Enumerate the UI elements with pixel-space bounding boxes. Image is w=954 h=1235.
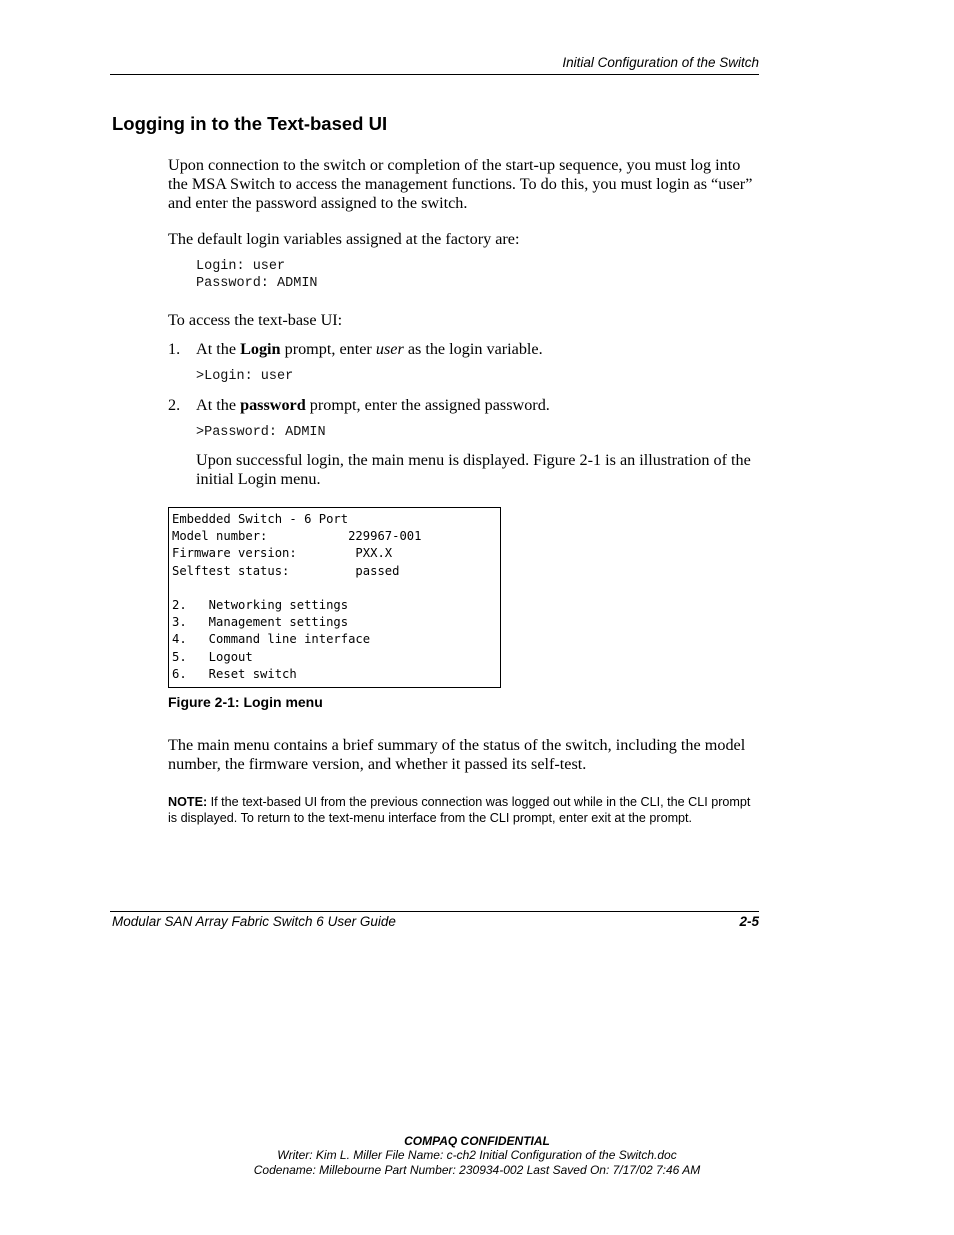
step-2-before: At the (196, 396, 241, 414)
step-number: 1. (168, 340, 181, 358)
page-number: 2-5 (739, 914, 759, 929)
login-menu-figure (168, 507, 501, 688)
note (168, 794, 760, 826)
step-1-middle: prompt, enter (280, 340, 376, 358)
access-intro: To access the text-base UI: (168, 311, 343, 329)
note-label: NOTE: (168, 795, 208, 809)
confidential-label: COMPAQ CONFIDENTIAL (404, 1134, 550, 1148)
step-1-text (196, 340, 762, 359)
section-title: Logging in to the Text-based UI (112, 113, 388, 134)
summary-paragraph: The main menu contains a brief summary of the status of the switch, including the model number, the firmware version, and whether it passed its self-test. (168, 736, 746, 773)
step-number: 2. (168, 396, 181, 414)
intro-paragraph: Upon connection to the switch or completion of the start-up sequence, you must log into the MSA Switch to access the management functions. To do this, you must login as “user” and enter the password assigned to the switch. (168, 156, 753, 212)
step-2-bold: password (240, 396, 306, 414)
step-1-before: At the (196, 340, 241, 358)
note-text: If the text-based UI from the previous connection was logged out while in the CLI, the CLI prompt is displayed. To return to the text-menu interface from the CLI prompt, enter exit at the prompt. (168, 795, 751, 825)
step-2-after: prompt, enter the assigned password. (305, 396, 550, 414)
step-1-code: >Login: user (196, 369, 294, 384)
running-head: Initial Configuration of the Switch (562, 55, 759, 70)
defaults-code: Login: user Password: ADMIN (196, 259, 318, 291)
step-1-bold: Login (240, 340, 281, 358)
footer-rule (110, 911, 759, 912)
step-1-after: as the login variable. (403, 340, 543, 358)
defaults-intro: The default login variables assigned at the factory are: (168, 230, 520, 248)
confidential-codename-line: Codename: Millebourne Part Number: 230934-002 Last Saved On: 7/17/02 7:46 AM (253, 1163, 701, 1177)
after-login-paragraph: Upon successful login, the main menu is displayed. Figure 2-1 is an illustration of the initial Login menu. (196, 451, 751, 488)
step-2-code: >Password: ADMIN (196, 425, 326, 440)
confidential-writer-line: Writer: Kim L. Miller File Name: c-ch2 Initial Configuration of the Switch.doc (277, 1148, 677, 1162)
login-menu-screen-text: Embedded Switch - 6 Port Model number: 229967-001 Firmware version: PXX.X Selftest status: passed 2. Networking settings 3. Management settings 4. Command line interface 5. Logout 6. Reset switch (172, 512, 422, 681)
header-rule (110, 74, 759, 75)
footer-title: Modular SAN Array Fabric Switch 6 User Guide (112, 914, 396, 929)
figure-caption: Figure 2-1: Login menu (168, 694, 323, 710)
step-1-italic: user (375, 340, 404, 358)
step-2-text (196, 396, 762, 415)
